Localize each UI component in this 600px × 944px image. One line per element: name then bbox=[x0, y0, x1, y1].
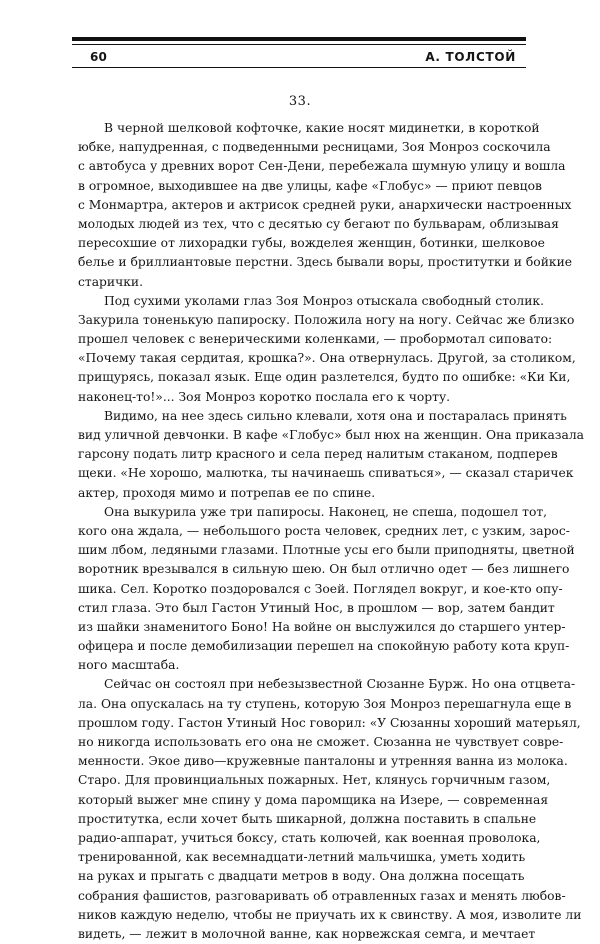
text-line: Видимо, на нее здесь сильно клевали, хотя она и постаралась принять bbox=[104, 408, 567, 423]
page-number: 60 bbox=[90, 50, 108, 64]
text-line: пересохшие от лихорадки губы, вожделея женщин, ботинки, шелковое bbox=[78, 236, 545, 251]
text-line: проститутка, если хочет быть шикарной, должна поставить в спальне bbox=[78, 811, 537, 826]
text-line: прищурясь, показал язык. Еще один разлетелся, будто по ошибке: «Ки Ки, bbox=[78, 370, 571, 385]
text-line: видеть, — лежит в молочной ванне, как норвежская семга, и мечтает bbox=[78, 926, 536, 941]
text-line: прошел человек с венерическими коленками, — пробормотал сиповато: bbox=[78, 332, 553, 347]
text-line: который выжег мне спину у дома паромщика на Изере, — современная bbox=[78, 792, 549, 807]
text-line: актер, проходя мимо и потрепав ее по спине. bbox=[78, 485, 376, 500]
text-line: наконец-то!»... Зоя Монроз коротко послала его к чорту. bbox=[78, 389, 451, 404]
text-line: вид уличной девчонки. В кафе «Глобус» был нюх на женщин. Она приказала bbox=[78, 428, 584, 442]
text-line: с Монмартра, актеров и актрисок средней руки, анархически настроенных bbox=[78, 197, 572, 212]
text-line: менности. Экое диво—кружевные панталоны и утренняя ванна из молока. bbox=[78, 754, 568, 769]
text-line: офицера и после демобилизации перешел на спокойную работу кота круп- bbox=[78, 639, 570, 654]
text-line: Под сухими уколами глаз Зоя Монроз отыскала свободный столик. bbox=[104, 293, 545, 308]
text-line: юбке, напудренная, с подведенными ресницами, Зоя Монроз соскочила bbox=[78, 140, 551, 155]
text-line: но никогда использовать его она не сможет. Сюзанна не чувствует совре- bbox=[78, 735, 564, 749]
text-line: с автобуса у древних ворот Сен-Дени, перебежала шумную улицу и вошла bbox=[78, 159, 566, 174]
text-line: собрания фашистов, разговаривать об отравленных газах и менять любов- bbox=[78, 888, 566, 903]
text-line: старички. bbox=[78, 274, 144, 289]
text-line: Закурила тоненькую папироску. Положила ногу на ногу. Сейчас же близко bbox=[78, 312, 575, 327]
text-line: молодых людей из тех, что с десятью су бегают по бульварам, облизывая bbox=[78, 216, 559, 231]
text-line: Она выкурила уже три папиросы. Наконец, не спеша, подошел тот, bbox=[104, 504, 548, 519]
text-line: ников каждую неделю, чтобы не приучать их к свинству. А моя, изволите ли bbox=[78, 907, 582, 922]
text-line: на руках и прыгать с двадцати метров в воду. Она должна посещать bbox=[78, 869, 525, 884]
text-line: «Почему такая сердитая, крошка?». Она отвернулась. Другой, за столиком, bbox=[78, 351, 576, 366]
text-line: В черной шелковой кофточке, какие носят мидинетки, в короткой bbox=[104, 121, 540, 135]
text-line: Сейчас он состоял при небезызвестной Сюзанне Бурж. Но она отцвета- bbox=[104, 677, 576, 692]
text-line: радио-аппарат, учиться боксу, стать колючей, как военная проволока, bbox=[78, 830, 541, 845]
text-line: из шайки знаменитого Боно! На войне он выслужился до старшего унтер- bbox=[78, 619, 566, 634]
text-line: гарсону подать литр красного и села перед налитым стаканом, подперев bbox=[78, 447, 558, 462]
text-line: ла. Она опускалась на ту ступень, которую Зоя Монроз перешагнула еще в bbox=[78, 696, 572, 711]
text-line: тренированной, как весемнадцати-летний мальчишка, уметь ходить bbox=[78, 850, 526, 865]
body-text bbox=[78, 119, 584, 944]
text-line: шика. Сел. Коротко поздоровался с Зоей. Поглядел вокруг, и кое-кто опу- bbox=[78, 581, 563, 596]
text-line: шим лбом, ледяными глазами. Плотные усы его были приподняты, цветной bbox=[78, 543, 575, 558]
chapter-number: 33. bbox=[288, 94, 312, 109]
text-line: прошлом году. Гастон Утиный Нос говорил: «У Сюзанны хороший матерьял, bbox=[78, 715, 581, 730]
text-line: белье и бриллиантовые перстни. Здесь бывали воры, проститутки и бойкие bbox=[78, 255, 573, 270]
text-line: кого она ждала, — небольшого роста человек, средних лет, с узким, зарос- bbox=[78, 523, 570, 538]
text-line: воротник врезывался в сильную шею. Он был отлично одет — без лишнего bbox=[78, 562, 570, 577]
running-head: А. ТОЛСТОЙ bbox=[425, 50, 516, 64]
text-line: ного масштаба. bbox=[78, 658, 180, 673]
text-line: стил глаза. Это был Гастон Утиный Нос, в прошлом — вор, затем бандит bbox=[78, 600, 555, 615]
header-rule-bottom bbox=[72, 67, 526, 68]
header-rule-thin bbox=[72, 44, 526, 45]
text-line: в огромное, выходившее на две улицы, кафе «Глобус» — приют певцов bbox=[78, 178, 542, 193]
header-rule-thick bbox=[72, 37, 526, 41]
text-line: Старо. Для провинциальных пожарных. Нет, клянусь горчичным газом, bbox=[78, 773, 551, 788]
text-line: щеки. «Не хорошо, малютка, ты начинаешь спиваться», — сказал старичек bbox=[78, 466, 574, 481]
